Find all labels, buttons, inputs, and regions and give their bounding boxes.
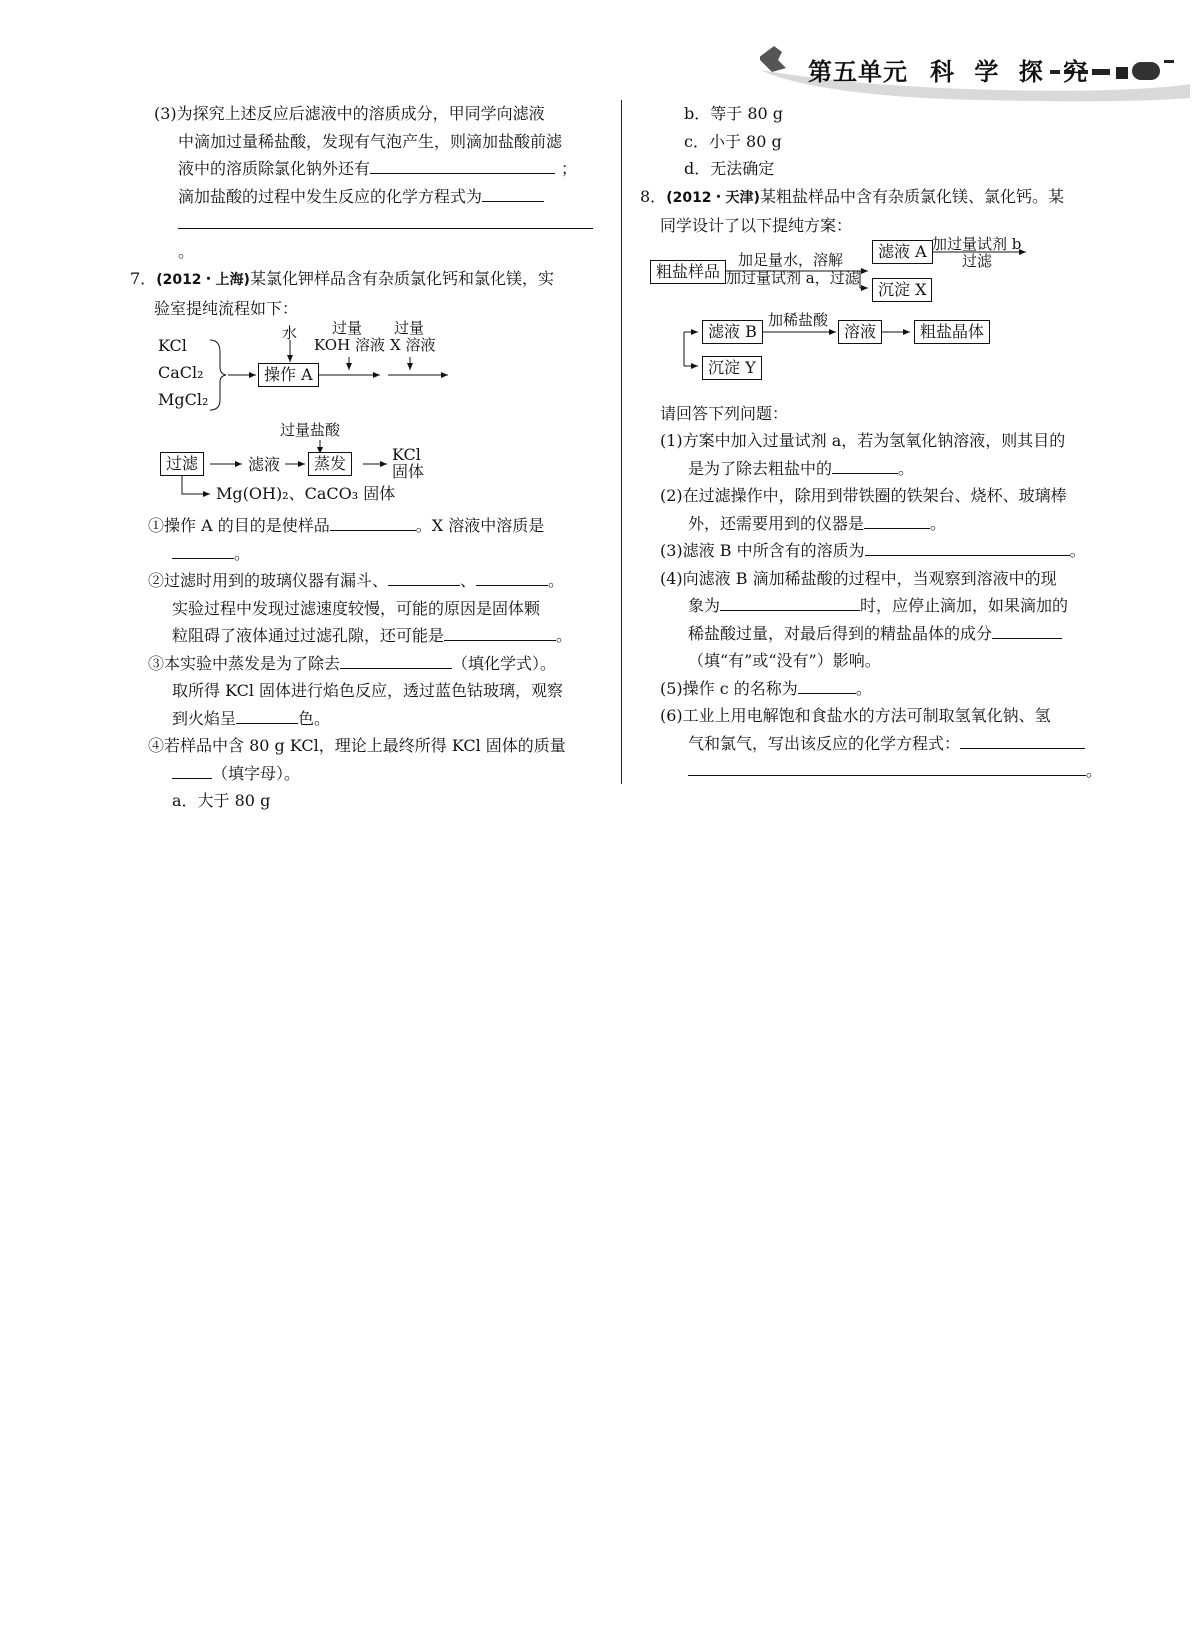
q8-p4-line2: 象为 时，应停止滴加，如果滴加的 bbox=[640, 592, 1110, 620]
q8-p2: (2)在过滤操作中，除用到带铁圈的铁架台、烧杯、玻璃棒 bbox=[660, 486, 1067, 505]
q7-s3: ③本实验中蒸发是为了除去 （填化学式）。 bbox=[130, 650, 605, 678]
q8-source: (2012・天津) bbox=[666, 189, 760, 206]
q8-filtrate-a-box: 滤液 A bbox=[872, 240, 933, 264]
q7-stem2: 验室提纯流程如下： bbox=[154, 298, 299, 318]
q7-flowchart bbox=[130, 319, 605, 522]
q7-filtrate-label: 滤液 bbox=[248, 455, 281, 474]
q8-precipitate-x-box: 沉淀 X bbox=[872, 278, 932, 302]
right-column bbox=[640, 100, 1110, 785]
answer-blank[interactable] bbox=[864, 510, 930, 529]
q7-filter-box: 过滤 bbox=[160, 452, 204, 476]
q7-option-c: c．小于 80 g bbox=[684, 131, 782, 151]
q6-3-line3: 液中的溶质除氯化钠外还有 ； bbox=[130, 155, 605, 183]
q7-s3-line3: 到火焰呈 色。 bbox=[130, 705, 605, 733]
unit-subject: 科 学 探 究 bbox=[930, 58, 1094, 86]
left-column bbox=[130, 100, 605, 815]
q7-evaporate-box: 蒸发 bbox=[308, 452, 352, 476]
q7-option-b: b．等于 80 g bbox=[684, 104, 784, 123]
q8-step1-bottom: 加过量试剂 a，过滤 bbox=[726, 268, 860, 287]
answer-blank[interactable] bbox=[992, 620, 1062, 639]
q8-step2-bottom: 过滤 bbox=[962, 251, 993, 270]
q7-option-d: d．无法确定 bbox=[684, 159, 775, 178]
q7-s2-line2: 实验过程中发现过滤速度较慢，可能的原因是固体颗 bbox=[172, 598, 541, 618]
answer-blank[interactable] bbox=[236, 705, 298, 724]
answer-blank[interactable] bbox=[832, 455, 898, 474]
answer-blank[interactable] bbox=[798, 675, 856, 694]
answer-blank[interactable] bbox=[482, 183, 544, 202]
q8-p4-line4: （填“有”或“没有”）影响。 bbox=[688, 651, 881, 670]
answer-blank[interactable] bbox=[172, 540, 234, 559]
answer-blank[interactable] bbox=[172, 760, 212, 779]
telescope-icon bbox=[760, 46, 786, 72]
q7-x-top: 过量 bbox=[394, 319, 425, 337]
answer-blank[interactable] bbox=[960, 730, 1085, 749]
q8-p6-line3: 。 bbox=[640, 757, 1110, 785]
q8-p6: (6)工业上用电解饱和食盐水的方法可制取氢氧化钠、氢 bbox=[660, 706, 1051, 725]
q7-s2-line3: 粒阻碍了液体通过过滤孔隙，还可能是 。 bbox=[130, 622, 605, 650]
unit-number: 第五单元 bbox=[808, 58, 908, 86]
answer-blank[interactable] bbox=[178, 210, 593, 229]
q7-s3-line2: 取所得 KCl 固体进行焰色反应，透过蓝色钴玻璃，观察 bbox=[172, 681, 564, 700]
q8-crystal-box: 粗盐晶体 bbox=[914, 320, 990, 344]
q8-crude-salt-box: 粗盐样品 bbox=[650, 260, 726, 284]
q7-s4: ④若样品中含 80 g KCl，理论上最终所得 KCl 固体的质量 bbox=[148, 736, 566, 755]
q8-step1-top: 加足量水，溶解 bbox=[738, 250, 844, 269]
q8-ask: 请回答下列问题： bbox=[660, 403, 789, 423]
q8-stem2: 同学设计了以下提纯方案： bbox=[660, 216, 853, 235]
answer-blank[interactable] bbox=[720, 592, 860, 611]
q8-solution-box: 溶液 bbox=[838, 320, 882, 344]
q7-stem: 7．(2012・上海)某氯化钾样品含有杂质氯化钙和氯化镁，实 bbox=[130, 269, 554, 288]
unit-title bbox=[808, 52, 1093, 87]
q8-stem: 8．(2012・天津)某粗盐样品中含有杂质氯化镁、氯化钙。某 bbox=[640, 186, 1064, 206]
q8-p3: (3)滤液 B 中所含有的溶质为 。 bbox=[640, 537, 1110, 565]
q7-option-a: a．大于 80 g bbox=[172, 791, 271, 810]
answer-blank[interactable] bbox=[340, 650, 452, 669]
answer-blank[interactable] bbox=[476, 567, 548, 586]
answer-blank[interactable] bbox=[444, 622, 556, 641]
q8-p1-line2: 是为了除去粗盐中的 。 bbox=[640, 455, 1110, 483]
q6-3-line1: (3)为探究上述反应后滤液中的溶质成分，甲同学向滤液 bbox=[154, 104, 545, 123]
q6-3-line4: 滴加盐酸的过程中发生反应的化学方程式为 bbox=[130, 183, 605, 211]
q8-step2-top: 加过量试剂 b bbox=[932, 234, 1022, 253]
q8-hcl-label: 加稀盐酸 bbox=[768, 310, 829, 329]
answer-blank[interactable] bbox=[370, 155, 555, 174]
q8-filtrate-b-box: 滤液 B bbox=[702, 320, 763, 344]
q7-hcl-label: 过量盐酸 bbox=[280, 421, 341, 439]
answer-blank[interactable] bbox=[388, 567, 460, 586]
q7-kcl-label: KCl bbox=[392, 445, 421, 464]
q7-water-label: 水 bbox=[282, 324, 298, 342]
column-divider bbox=[621, 100, 622, 784]
q7-s1-cont: 。 bbox=[130, 540, 605, 568]
q8-flowchart bbox=[640, 234, 1110, 400]
q7-s1: ①操作 A 的目的是使样品 。X 溶液中溶质是 bbox=[130, 512, 605, 540]
q8-p4: (4)向滤液 B 滴加稀盐酸的过程中，当观察到溶液中的现 bbox=[660, 568, 1057, 588]
q7-operation-a-box: 操作 A bbox=[258, 363, 319, 387]
answer-blank[interactable] bbox=[688, 757, 1086, 776]
q7-koh-top: 过量 bbox=[332, 319, 363, 337]
q8-precipitate-y-box: 沉淀 Y bbox=[702, 356, 762, 380]
q7-s2: ②过滤时用到的玻璃仪器有漏斗、 、 。 bbox=[130, 567, 605, 595]
q8-p4-line3: 稀盐酸过量，对最后得到的精盐晶体的成分 bbox=[640, 620, 1110, 648]
q7-source: (2012・上海) bbox=[156, 272, 250, 288]
q7-salts: KCl CaCl₂ MgCl₂ bbox=[158, 336, 209, 409]
q6-3-line5: 。 bbox=[130, 210, 605, 265]
q7-x-bottom: X 溶液 bbox=[390, 336, 436, 354]
q7-solid-label: 固体 bbox=[392, 462, 425, 481]
q8-p1: (1)方案中加入过量试剂 a，若为氢氧化钠溶液，则其目的 bbox=[660, 431, 1066, 450]
q7-precipitate-label: Mg(OH)₂、CaCO₃ 固体 bbox=[216, 484, 396, 503]
q8-p2-line2: 外，还需要用到的仪器是 。 bbox=[640, 510, 1110, 538]
q7-s4-line2: （填字母）。 bbox=[130, 760, 605, 788]
q8-p6-line2: 气和氯气，写出该反应的化学方程式： bbox=[640, 730, 1110, 758]
q8-p5: (5)操作 c 的名称为 。 bbox=[640, 675, 1110, 703]
q6-3-line2: 中滴加过量稀盐酸，发现有气泡产生，则滴加盐酸前滤 bbox=[178, 131, 563, 151]
q7-koh-bottom: KOH 溶液 bbox=[314, 336, 385, 354]
answer-blank[interactable] bbox=[865, 537, 1070, 556]
